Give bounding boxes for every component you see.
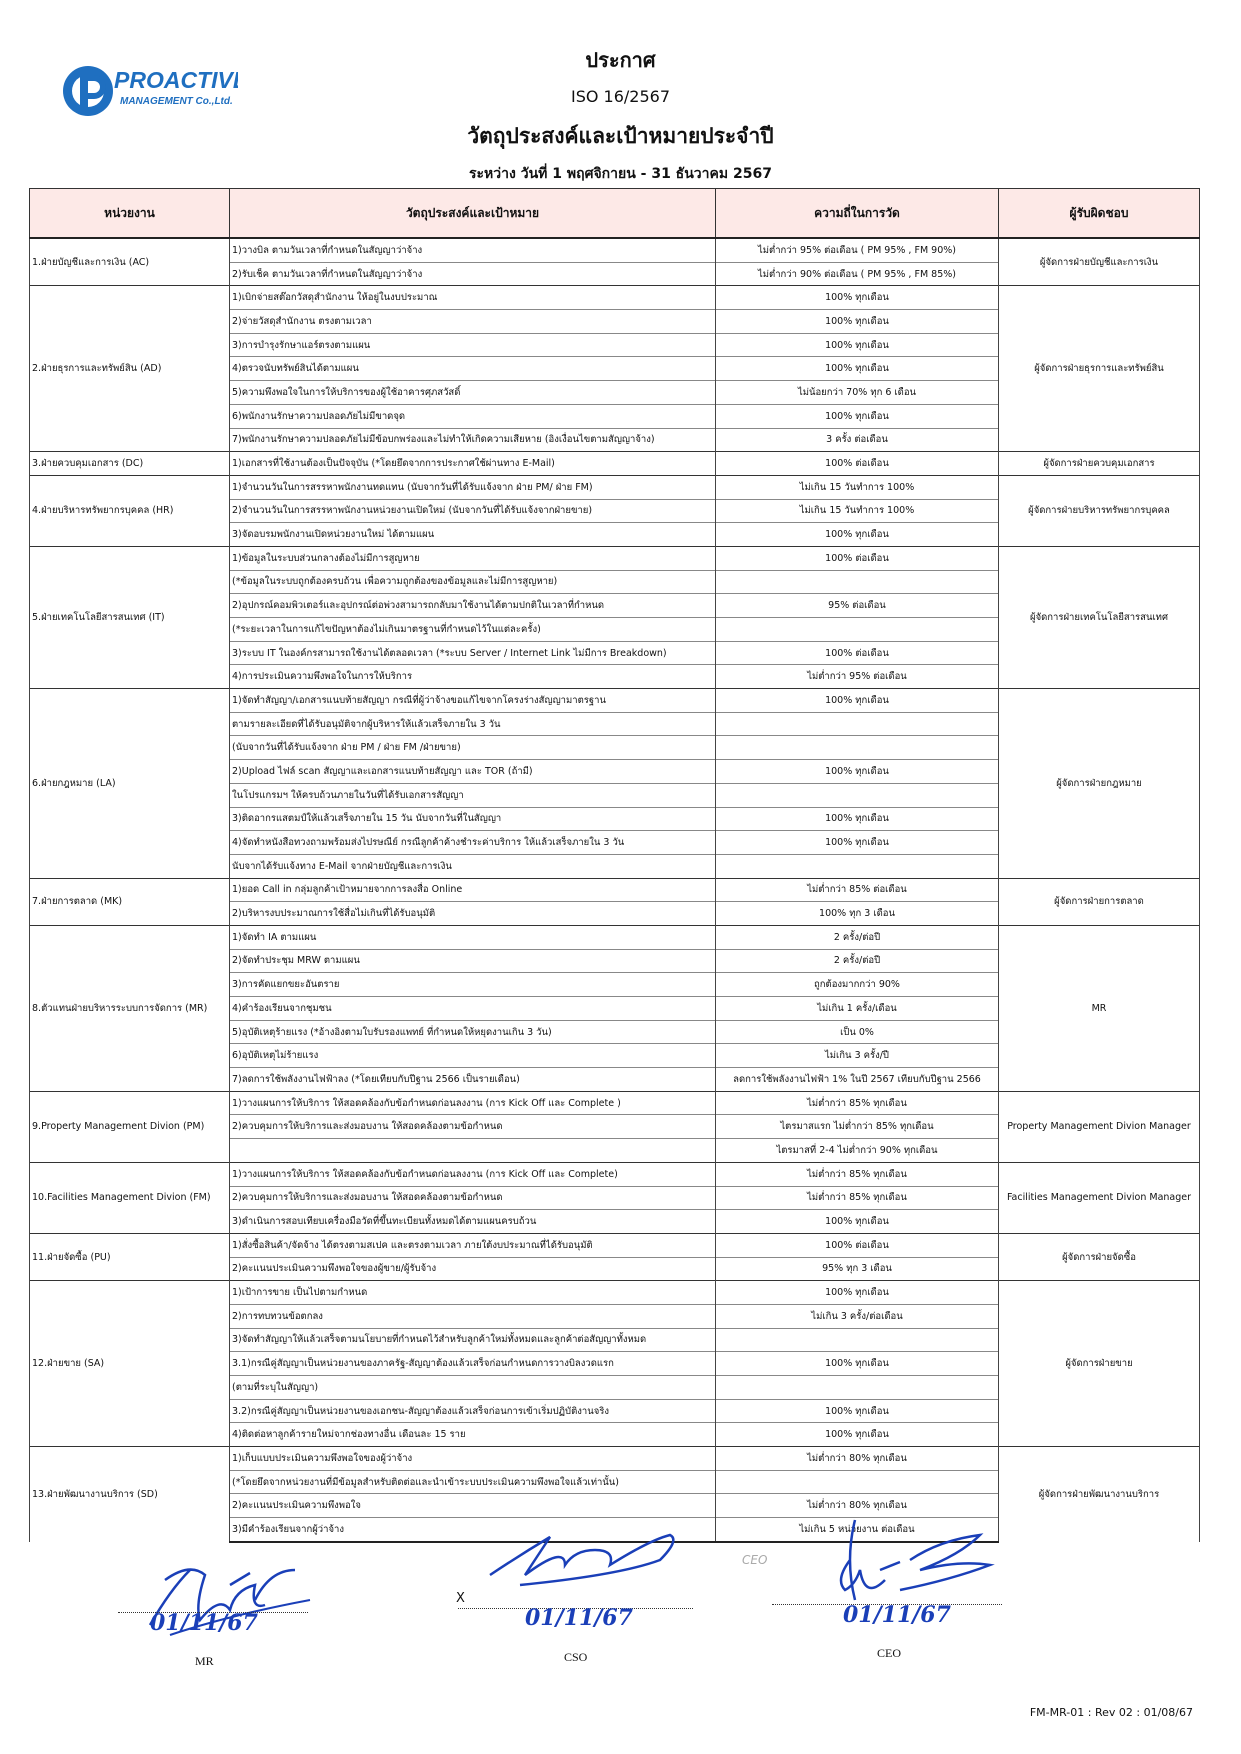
- objective-cell: 2)จัดทำประชุม MRW ตามแผน: [230, 949, 716, 973]
- frequency-cell: 100% ทุกเดือน: [716, 1423, 999, 1447]
- department-cell: 4.ฝ่ายบริหารทรัพยากรบุคคล (HR): [30, 475, 230, 546]
- department-cell: 5.ฝ่ายเทคโนโลยีสารสนเทศ (IT): [30, 546, 230, 688]
- objective-cell: ในโปรแกรมฯ ให้ครบถ้วนภายในวันที่ได้รับเอกสารสัญญา: [230, 783, 716, 807]
- owner-cell: ผู้จัดการฝ่ายควบคุมเอกสาร: [999, 452, 1200, 476]
- frequency-cell: ไตรมาสที่ 2-4 ไม่ต่ำกว่า 90% ทุกเดือน: [716, 1139, 999, 1163]
- owner-cell: Property Management Divion Manager: [999, 1091, 1200, 1162]
- table-header-row: [30, 189, 1200, 239]
- department-cell: 12.ฝ่ายขาย (SA): [30, 1281, 230, 1447]
- objective-cell: 3.1)กรณีคู่สัญญาเป็นหน่วยงานของภาครัฐ-สัญญาต้องแล้วเสร็จก่อนกำหนดการวางบิลงวดแรก: [230, 1352, 716, 1376]
- column-header: หน่วยงาน: [30, 189, 230, 239]
- frequency-cell: [716, 570, 999, 594]
- frequency-cell: ไม่ต่ำกว่า 95% ต่อเดือน ( PM 95% , FM 90%): [716, 238, 999, 262]
- frequency-cell: ไม่ต่ำกว่า 85% ต่อเดือน: [716, 878, 999, 902]
- ceo-sign-date: 01/11/67: [843, 1602, 951, 1628]
- document-number: ISO 16/2567: [570, 87, 671, 106]
- mr-sign-date: 01/11/67: [150, 1610, 258, 1636]
- frequency-cell: 100% ทุกเดือน: [716, 1281, 999, 1305]
- frequency-cell: ไม่เกิน 15 วันทำการ 100%: [716, 499, 999, 523]
- department-cell: 9.Property Management Divion (PM): [30, 1091, 230, 1162]
- objective-cell: 2)รับเช็ค ตามวันเวลาที่กำหนดในสัญญาว่าจ้าง: [230, 262, 716, 286]
- frequency-cell: ไม่ต่ำกว่า 95% ต่อเดือน: [716, 665, 999, 689]
- table-row: [30, 238, 1200, 262]
- objective-cell: 3)ระบบ IT ในองค์กรสามารถใช้งานได้ตลอดเวลา (*ระบบ Server / Internet Link ไม่มีการ Breakdown): [230, 641, 716, 665]
- logo-subtitle: MANAGEMENT Co.,Ltd.: [120, 96, 233, 107]
- objective-cell: [230, 1139, 716, 1163]
- column-header: ผู้รับผิดชอบ: [999, 189, 1200, 239]
- table-row: [30, 1447, 1200, 1471]
- objective-cell: 2)อุปกรณ์คอมพิวเตอร์และอุปกรณ์ต่อพ่วงสามารถกลับมาใช้งานได้ตามปกติในเวลาที่กำหนด: [230, 594, 716, 618]
- owner-cell: ผู้จัดการฝ่ายบริหารทรัพยากรบุคคล: [999, 475, 1200, 546]
- objective-cell: 3)ติดอากรแสตมป์ให้แล้วเสร็จภายใน 15 วัน นับจากวันที่ในสัญญา: [230, 807, 716, 831]
- frequency-cell: ไม่เกิน 5 หน่วยงาน ต่อเดือน: [716, 1518, 999, 1542]
- frequency-cell: ไม่เกิน 1 ครั้ง/เดือน: [716, 997, 999, 1021]
- objective-cell: 2)คะแนนประเมินความพึงพอใจของผู้ขาย/ผู้รับจ้าง: [230, 1257, 716, 1281]
- frequency-cell: ไม่เกิน 3 ครั้ง/ปี: [716, 1044, 999, 1068]
- frequency-cell: 100% ทุกเดือน: [716, 310, 999, 334]
- objective-cell: 4)ตรวจนับทรัพย์สินได้ตามแผน: [230, 357, 716, 381]
- objective-cell: 3)จัดทำสัญญาให้แล้วเสร็จตามนโยบายที่กำหนดไว้สำหรับลูกค้าใหม่ทั้งหมดและลูกค้าต่อสัญญาทั้งหมด: [230, 1328, 716, 1352]
- frequency-cell: 95% ทุก 3 เดือน: [716, 1257, 999, 1281]
- objective-cell: 2)จำนวนวันในการสรรหาพนักงานหน่วยงานเปิดใหม่ (นับจากวันที่ได้รับแจ้งจากฝ่ายขาย): [230, 499, 716, 523]
- objective-cell: 4)การประเมินความพึงพอใจในการให้บริการ: [230, 665, 716, 689]
- objective-cell: 2)จ่ายวัสดุสำนักงาน ตรงตามเวลา: [230, 310, 716, 334]
- objective-cell: 1)เอกสารที่ใช้งานต้องเป็นปัจจุบัน (*โดยยึดจากการประกาศใช้ผ่านทาง E-Mail): [230, 452, 716, 476]
- objective-cell: 2)ควบคุมการให้บริการและส่งมอบงาน ให้สอดคล้องตามข้อกำหนด: [230, 1186, 716, 1210]
- frequency-cell: ไม่ต่ำกว่า 80% ทุกเดือน: [716, 1447, 999, 1471]
- frequency-cell: 100% ทุกเดือน: [716, 523, 999, 547]
- objective-cell: 3)ดำเนินการสอบเทียบเครื่องมือวัดที่ขึ้นทะเบียนทั้งหมดได้ตามแผนครบถ้วน: [230, 1210, 716, 1234]
- owner-cell: ผู้จัดการฝ่ายจัดซื้อ: [999, 1233, 1200, 1280]
- owner-cell: ผู้จัดการฝ่ายธุรการและทรัพย์สิน: [999, 286, 1200, 452]
- frequency-cell: ไม่ต่ำกว่า 85% ทุกเดือน: [716, 1162, 999, 1186]
- objective-cell: (นับจากวันที่ได้รับแจ้งจาก ฝ่าย PM / ฝ่าย FM /ฝ่ายขาย): [230, 736, 716, 760]
- frequency-cell: ไม่เกิน 15 วันทำการ 100%: [716, 475, 999, 499]
- logo-name: PROACTIVE: [114, 67, 238, 93]
- frequency-cell: ไม่เกิน 3 ครั้ง/ต่อเดือน: [716, 1304, 999, 1328]
- owner-cell: ผู้จัดการฝ่ายการตลาด: [999, 878, 1200, 925]
- frequency-cell: 100% ต่อเดือน: [716, 1233, 999, 1257]
- department-cell: 3.ฝ่ายควบคุมเอกสาร (DC): [30, 452, 230, 476]
- table-row: [30, 475, 1200, 499]
- objective-cell: 2)บริหารงบประมาณการใช้สื่อไม่เกินที่ได้รับอนุมัติ: [230, 902, 716, 926]
- objective-cell: 1)จัดทำ IA ตามแผน: [230, 925, 716, 949]
- objective-cell: 2)ควบคุมการให้บริการและส่งมอบงาน ให้สอดคล้องตามข้อกำหนด: [230, 1115, 716, 1139]
- frequency-cell: เป็น 0%: [716, 1020, 999, 1044]
- table-row: [30, 452, 1200, 476]
- cso-signature: [470, 1525, 700, 1605]
- objective-cell: 5)อุบัติเหตุร้ายแรง (*อ้างอิงตามใบรับรองแพทย์ ที่กำหนดให้หยุดงานเกิน 3 วัน): [230, 1020, 716, 1044]
- frequency-cell: [716, 618, 999, 642]
- frequency-cell: 100% ทุกเดือน: [716, 1399, 999, 1423]
- frequency-cell: ไม่น้อยกว่า 70% ทุก 6 เดือน: [716, 381, 999, 405]
- objective-cell: 5)ความพึงพอใจในการให้บริการของผู้ใช้อาคารศุภสวัสดิ์: [230, 381, 716, 405]
- objective-cell: 1)วางบิล ตามวันเวลาที่กำหนดในสัญญาว่าจ้าง: [230, 238, 716, 262]
- cso-role-label: CSO: [564, 1650, 588, 1664]
- frequency-cell: [716, 1376, 999, 1400]
- ceo-signature: [800, 1500, 1020, 1610]
- frequency-cell: 100% ทุกเดือน: [716, 357, 999, 381]
- frequency-cell: 100% ทุก 3 เดือน: [716, 902, 999, 926]
- table-row: [30, 1281, 1200, 1305]
- table-row: [30, 1233, 1200, 1257]
- frequency-cell: 100% ต่อเดือน: [716, 452, 999, 476]
- objective-cell: 7)พนักงานรักษาความปลอดภัยไม่มีข้อบกพร่องและไม่ทำให้เกิดความเสียหาย (อิงเงื่อนไขตามสัญญาจ้าง): [230, 428, 716, 452]
- table-row: [30, 1091, 1200, 1115]
- frequency-cell: 100% ทุกเดือน: [716, 760, 999, 784]
- frequency-cell: [716, 712, 999, 736]
- frequency-cell: 100% ทุกเดือน: [716, 1352, 999, 1376]
- department-cell: 13.ฝ่ายพัฒนางานบริการ (SD): [30, 1447, 230, 1542]
- frequency-cell: 100% ทุกเดือน: [716, 404, 999, 428]
- period-text: ระหว่าง วันที่ 1 พฤศจิกายน - 31 ธันวาคม 2567: [469, 166, 772, 182]
- frequency-cell: [716, 736, 999, 760]
- objective-cell: 4)คำร้องเรียนจากชุมชน: [230, 997, 716, 1021]
- table-row: [30, 286, 1200, 310]
- objective-cell: นับจากได้รับแจ้งทาง E-Mail จากฝ่ายบัญชีและการเงิน: [230, 854, 716, 878]
- table-row: [30, 925, 1200, 949]
- objective-cell: 6)พนักงานรักษาความปลอดภัยไม่มีขาดจุด: [230, 404, 716, 428]
- objective-cell: 1)ข้อมูลในระบบส่วนกลางต้องไม่มีการสูญหาย: [230, 546, 716, 570]
- objective-cell: 1)เก็บแบบประเมินความพึงพอใจของผู้ว่าจ้าง: [230, 1447, 716, 1471]
- objective-cell: 1)วางแผนการให้บริการ ให้สอดคล้องกับข้อกำหนดก่อนลงงาน (การ Kick Off และ Complete ): [230, 1091, 716, 1115]
- frequency-cell: 2 ครั้ง/ต่อปี: [716, 949, 999, 973]
- cso-sign-date: 01/11/67: [525, 1605, 633, 1631]
- objective-cell: 3)การบำรุงรักษาแอร์ตรงตามแผน: [230, 333, 716, 357]
- frequency-cell: 100% ทุกเดือน: [716, 333, 999, 357]
- frequency-cell: 95% ต่อเดือน: [716, 594, 999, 618]
- objective-cell: ตามรายละเอียดที่ได้รับอนุมัติจากผู้บริหารให้แล้วเสร็จภายใน 3 วัน: [230, 712, 716, 736]
- frequency-cell: 100% ทุกเดือน: [716, 831, 999, 855]
- table-row: [30, 546, 1200, 570]
- owner-cell: ผู้จัดการฝ่ายบัญชีและการเงิน: [999, 238, 1200, 286]
- department-cell: 7.ฝ่ายการตลาด (MK): [30, 878, 230, 925]
- objective-cell: 1)จำนวนวันในการสรรหาพนักงานทดแทน (นับจากวันที่ได้รับแจ้งจาก ฝ่าย PM/ ฝ่าย FM): [230, 475, 716, 499]
- owner-cell: MR: [999, 925, 1200, 1091]
- frequency-cell: ลดการใช้พลังงานไฟฟ้า 1% ในปี 2567 เทียบกับปีฐาน 2566: [716, 1068, 999, 1092]
- frequency-cell: ถูกต้องมากกว่า 90%: [716, 973, 999, 997]
- objective-cell: 1)ยอด Call in กลุ่มลูกค้าเป้าหมายจากการลงสื่อ Online: [230, 878, 716, 902]
- frequency-cell: 100% ทุกเดือน: [716, 689, 999, 713]
- objective-cell: 4)ติดต่อหาลูกค้ารายใหม่จากช่องทางอื่น เดือนละ 15 ราย: [230, 1423, 716, 1447]
- objective-cell: (*ข้อมูลในระบบถูกต้องครบถ้วน เพื่อความถูกต้องของข้อมูลและไม่มีการสูญหาย): [230, 570, 716, 594]
- owner-cell: ผู้จัดการฝ่ายขาย: [999, 1281, 1200, 1447]
- owner-cell: ผู้จัดการฝ่ายเทคโนโลยีสารสนเทศ: [999, 546, 1200, 688]
- table-row: [30, 689, 1200, 713]
- frequency-cell: 100% ต่อเดือน: [716, 546, 999, 570]
- frequency-cell: [716, 783, 999, 807]
- announcement-title: ประกาศ: [585, 48, 656, 72]
- column-header: วัตถุประสงค์และเป้าหมาย: [230, 189, 716, 239]
- owner-cell: Facilities Management Divion Manager: [999, 1162, 1200, 1233]
- frequency-cell: [716, 1328, 999, 1352]
- objective-cell: 1)จัดทำสัญญา/เอกสารแนบท้ายสัญญา กรณีที่ผู้ว่าจ้างขอแก้ไขจากโครงร่างสัญญามาตรฐาน: [230, 689, 716, 713]
- objective-cell: (*ระยะเวลาในการแก้ไขปัญหาต้องไม่เกินมาตรฐานที่กำหนดไว้ในแต่ละครั้ง): [230, 618, 716, 642]
- frequency-cell: 100% ต่อเดือน: [716, 641, 999, 665]
- department-cell: 8.ตัวแทนฝ่ายบริหารระบบการจัดการ (MR): [30, 925, 230, 1091]
- objective-cell: (ตามที่ระบุในสัญญา): [230, 1376, 716, 1400]
- objective-cell: 3)การคัดแยกขยะอันตราย: [230, 973, 716, 997]
- objective-cell: 1)เบิกจ่ายสต๊อกวัสดุสำนักงาน ให้อยู่ในงบประมาณ: [230, 286, 716, 310]
- department-cell: 10.Facilities Management Divion (FM): [30, 1162, 230, 1233]
- objective-cell: 3)จัดอบรมพนักงานเปิดหน่วยงานใหม่ ได้ตามแผน: [230, 523, 716, 547]
- frequency-cell: 3 ครั้ง ต่อเดือน: [716, 428, 999, 452]
- department-cell: 11.ฝ่ายจัดซื้อ (PU): [30, 1233, 230, 1280]
- frequency-cell: ไม่ต่ำกว่า 85% ทุกเดือน: [716, 1186, 999, 1210]
- objective-cell: 2)คะแนนประเมินความพึงพอใจ: [230, 1494, 716, 1518]
- objective-cell: 3)มีคำร้องเรียนจากผู้ว่าจ้าง: [230, 1518, 716, 1542]
- objective-cell: 3.2)กรณีคู่สัญญาเป็นหน่วยงานของเอกชน-สัญญาต้องแล้วเสร็จก่อนการเข้าเริ่มปฏิบัติงานจริง: [230, 1399, 716, 1423]
- objectives-table: [29, 188, 1200, 1543]
- page-title: วัตถุประสงค์และเป้าหมายประจำปี: [467, 124, 774, 148]
- owner-cell: ผู้จัดการฝ่ายกฎหมาย: [999, 689, 1200, 879]
- frequency-cell: [716, 1470, 999, 1494]
- frequency-cell: 100% ทุกเดือน: [716, 1210, 999, 1234]
- ceo-role-label: CEO: [877, 1646, 901, 1660]
- frequency-cell: ไม่ต่ำกว่า 85% ทุกเดือน: [716, 1091, 999, 1115]
- objective-cell: 7)ลดการใช้พลังงานไฟฟ้าลง (*โดยเทียบกับปีฐาน 2566 เป็นรายเดือน): [230, 1068, 716, 1092]
- cso-x-mark: X: [456, 1591, 465, 1606]
- frequency-cell: ไม่ต่ำกว่า 90% ต่อเดือน ( PM 95% , FM 85%): [716, 262, 999, 286]
- column-header: ความถี่ในการวัด: [716, 189, 999, 239]
- department-cell: 2.ฝ่ายธุรการและทรัพย์สิน (AD): [30, 286, 230, 452]
- table-row: [30, 878, 1200, 902]
- objective-cell: 2)การทบทวนข้อตกลง: [230, 1304, 716, 1328]
- frequency-cell: ไม่ต่ำกว่า 80% ทุกเดือน: [716, 1494, 999, 1518]
- department-cell: 1.ฝ่ายบัญชีและการเงิน (AC): [30, 238, 230, 286]
- owner-cell: ผู้จัดการฝ่ายพัฒนางานบริการ: [999, 1447, 1200, 1542]
- objective-cell: (*โดยยึดจากหน่วยงานที่มีข้อมูลสำหรับติดต่อและนำเข้าระบบประเมินความพึงพอใจแล้วเท่านั้น): [230, 1470, 716, 1494]
- objective-cell: 1)เป้าการขาย เป็นไปตามกำหนด: [230, 1281, 716, 1305]
- frequency-cell: 100% ทุกเดือน: [716, 286, 999, 310]
- frequency-cell: 100% ทุกเดือน: [716, 807, 999, 831]
- table-row: [30, 1162, 1200, 1186]
- objective-cell: 6)อุบัติเหตุไม่ร้ายแรง: [230, 1044, 716, 1068]
- frequency-cell: 2 ครั้ง/ต่อปี: [716, 925, 999, 949]
- frequency-cell: [716, 854, 999, 878]
- frequency-cell: ไตรมาสแรก ไม่ต่ำกว่า 85% ทุกเดือน: [716, 1115, 999, 1139]
- ceo-faint-note: CEO: [742, 1553, 768, 1567]
- objective-cell: 4)จัดทำหนังสือทวงถามพร้อมส่งไปรษณีย์ กรณีลูกค้าค้างชำระค่าบริการ ให้แล้วเสร็จภายใน 3 วัน: [230, 831, 716, 855]
- form-code: FM-MR-01 : Rev 02 : 01/08/67: [1029, 1706, 1193, 1719]
- objective-cell: 1)วางแผนการให้บริการ ให้สอดคล้องกับข้อกำหนดก่อนลงงาน (การ Kick Off และ Complete): [230, 1162, 716, 1186]
- department-cell: 6.ฝ่ายกฎหมาย (LA): [30, 689, 230, 879]
- objective-cell: 2)Upload ไฟล์ scan สัญญาและเอกสารแนบท้ายสัญญา และ TOR (ถ้ามี): [230, 760, 716, 784]
- mr-role-label: MR: [195, 1654, 214, 1668]
- objective-cell: 1)สั่งซื้อสินค้า/จัดจ้าง ได้ตรงตามสเปค และตรงตามเวลา ภายใต้งบประมาณที่ได้รับอนุมัติ: [230, 1233, 716, 1257]
